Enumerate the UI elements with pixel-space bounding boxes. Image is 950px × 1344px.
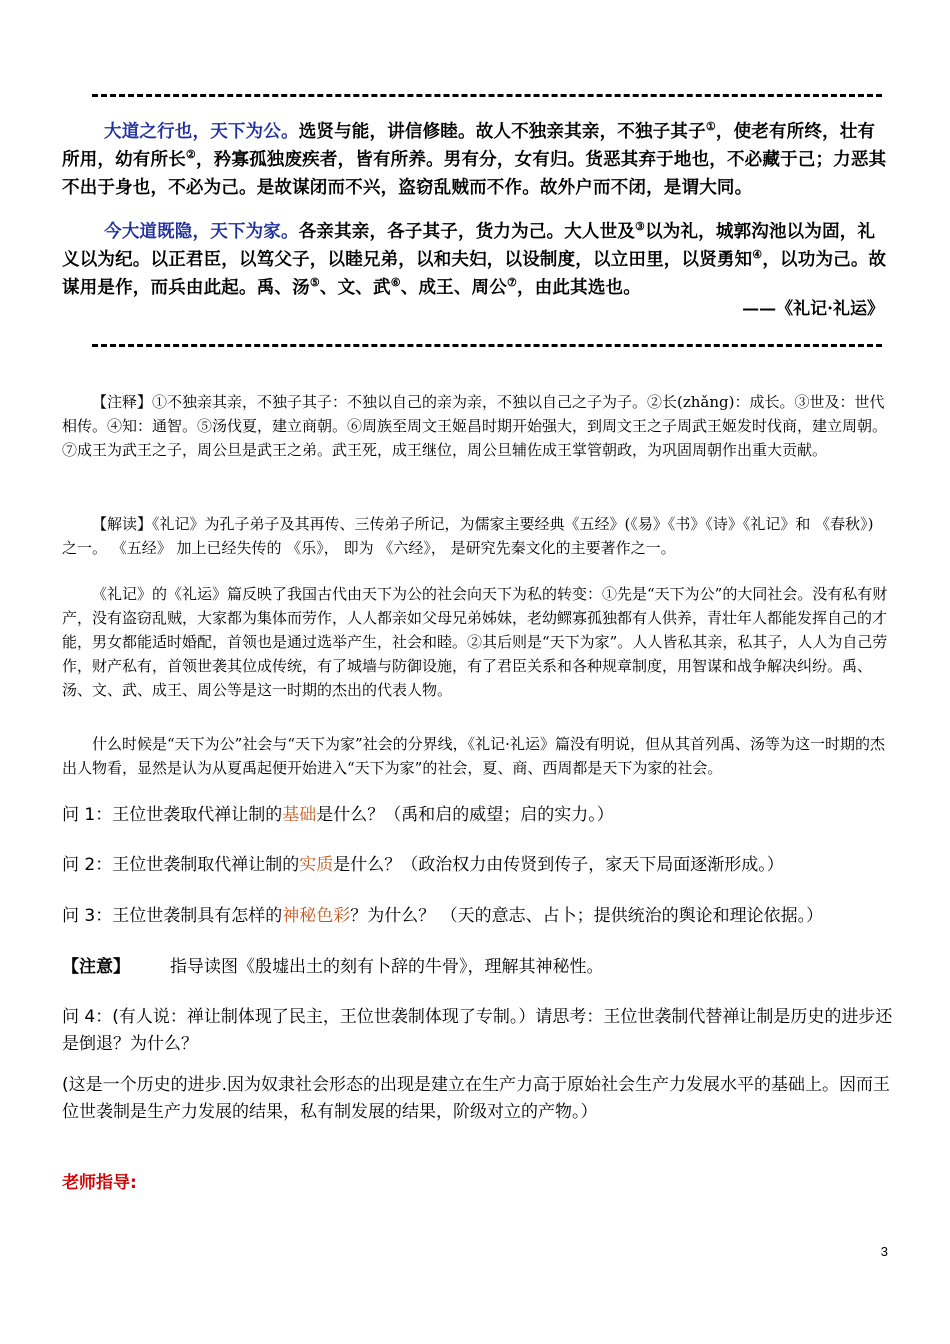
notes-paragraph: 【注释】①不独亲其亲，不独子其子：不独以自己的亲为亲，不独以自己之子为子。②长(zhǎng)：成长。③世及：世代相传。④知：通智。⑤汤伐夏，建立商朝。⑥周族至周文王姬昌时期开始强大，到周文王之子周武王姬发时伐商，建立周朝。⑦成王为武王之子，周公旦是武王之弟。武王死，成王继位，周公旦辅佐成王掌管朝政，为巩固周朝作出重大贡献。	[62, 393, 888, 459]
footnote-ref: ⑤	[309, 276, 320, 290]
quote-source: ——《礼记·礼运》	[742, 299, 884, 319]
keyword: 基础	[282, 805, 317, 825]
footnote-ref: ②	[185, 148, 196, 162]
interpretation-2: 《礼记》的《礼运》篇反映了我国古代由天下为公的社会向天下为私的转变：①先是“天下为公”的大同社会。没有私有财产，没有盗窃乱贼，大家都为集体而劳作，人人都亲如父母兄弟姊妹，老幼鳏寡孤独都有人供养，青壮年人都能发挥自己的才能，男女都能适时婚配，首领也是通过选举产生，社会和睦。②其后则是“天下为家”。人人皆私其亲，私其子，人人为自己劳作，财产私有，首领世袭其位成传统，有了城墙与防御设施，有了君臣关系和各种规章制度，用智谋和战争解决纠纷。禹、汤、文、武、成王、周公等是这一时期的杰出的代表人物。	[62, 585, 888, 699]
keyword: 实质	[299, 855, 334, 875]
teacher-guidance-label: 老师指导:	[62, 1173, 137, 1193]
interpretation-3: 什么时候是“天下为公”社会与“天下为家”社会的分界线，《礼记·礼运》篇没有明说，但从其首列禹、汤等为这一时期的杰出人物看，显然是认为从夏禹起便开始进入“天下为家”的社会，夏、商、西周都是天下为家的社会。	[62, 735, 885, 777]
page-number: 3	[880, 1244, 888, 1259]
attention-note: 【注意】 指导读图《殷墟出土的刻有卜辞的牛骨》，理解其神秘性。	[62, 957, 604, 977]
footnote-ref: ①	[705, 120, 716, 134]
annotation-notes	[62, 390, 892, 462]
interpretation-1: 【解读】《礼记》为孔子弟子及其再传、三传弟子所记，为儒家主要经典《五经》(《易》《书》《诗》《礼记》和 《春秋》) 之一。 《五经》 加上已经失传的 《乐》， 即为 《六经》， 是研究先秦文化的主要著作之一。	[62, 515, 874, 557]
quote-highlight-2: 今大道既隐，天下为家。	[104, 222, 299, 242]
quote-paragraph-2: 今大道既隐，天下为家。各亲其亲，各子其子，货力为己。大人世及③以为礼，城郭沟池以为固，礼义以为纪。以正君臣，以笃父子，以睦兄弟，以和夫妇，以设制度，以立田里，以贤勇知④，以功为己。故谋用是作，而兵由此起。禹、汤⑤、文、武⑥、成王、周公⑦，由此其选也。	[62, 220, 887, 298]
quote-paragraph-1: 大道之行也，天下为公。选贤与能，讲信修睦。故人不独亲其亲，不独子其子①，使老有所终，壮有所用，幼有所长②，矜寡孤独废疾者，皆有所养。男有分，女有归。货恶其弃于地也，不必藏于己；力恶其不出于身也，不必为己。是故谋闭而不兴，盗窃乱贼而不作。故外户而不闭，是谓大同。	[62, 120, 887, 198]
quote-highlight-1: 大道之行也，天下为公。	[104, 122, 299, 142]
question-4-answer: (这是一个历史的进步.因为奴隶社会形态的出现是建立在生产力高于原始社会生产力发展水平的基础上。因而王位世袭制是生产力发展的结果，私有制发展的结果，阶级对立的产物。）	[62, 1075, 891, 1122]
keyword: 神秘色彩	[282, 906, 351, 926]
question-3: 问 3：王位世袭制具有怎样的神秘色彩？为什么？ （天的意志、占卜；提供统治的舆论和理论依据。）	[62, 906, 824, 926]
question-2: 问 2：王位世袭制取代禅让制的实质是什么？（政治权力由传贤到传子，家天下局面逐渐形成。）	[62, 855, 784, 875]
question-4: 问 4：(有人说：禅让制体现了民主，王位世袭制体现了专制。）请思考：王位世袭制代替禅让制是历史的进步还是倒退？为什么？	[62, 1007, 893, 1054]
note-label: 【注意】	[62, 957, 130, 977]
question-1: 问 1：王位世袭取代禅让制的基础是什么？（禹和启的威望；启的实力。）	[62, 805, 614, 825]
dashed-divider-bottom	[92, 344, 882, 347]
footnote-ref: ⑥	[390, 276, 401, 290]
dashed-divider-top	[92, 94, 882, 97]
footnote-ref: ④	[752, 248, 763, 262]
footnote-ref: ③	[635, 220, 646, 234]
classical-quote	[62, 118, 892, 302]
footnote-ref: ⑦	[506, 276, 518, 290]
